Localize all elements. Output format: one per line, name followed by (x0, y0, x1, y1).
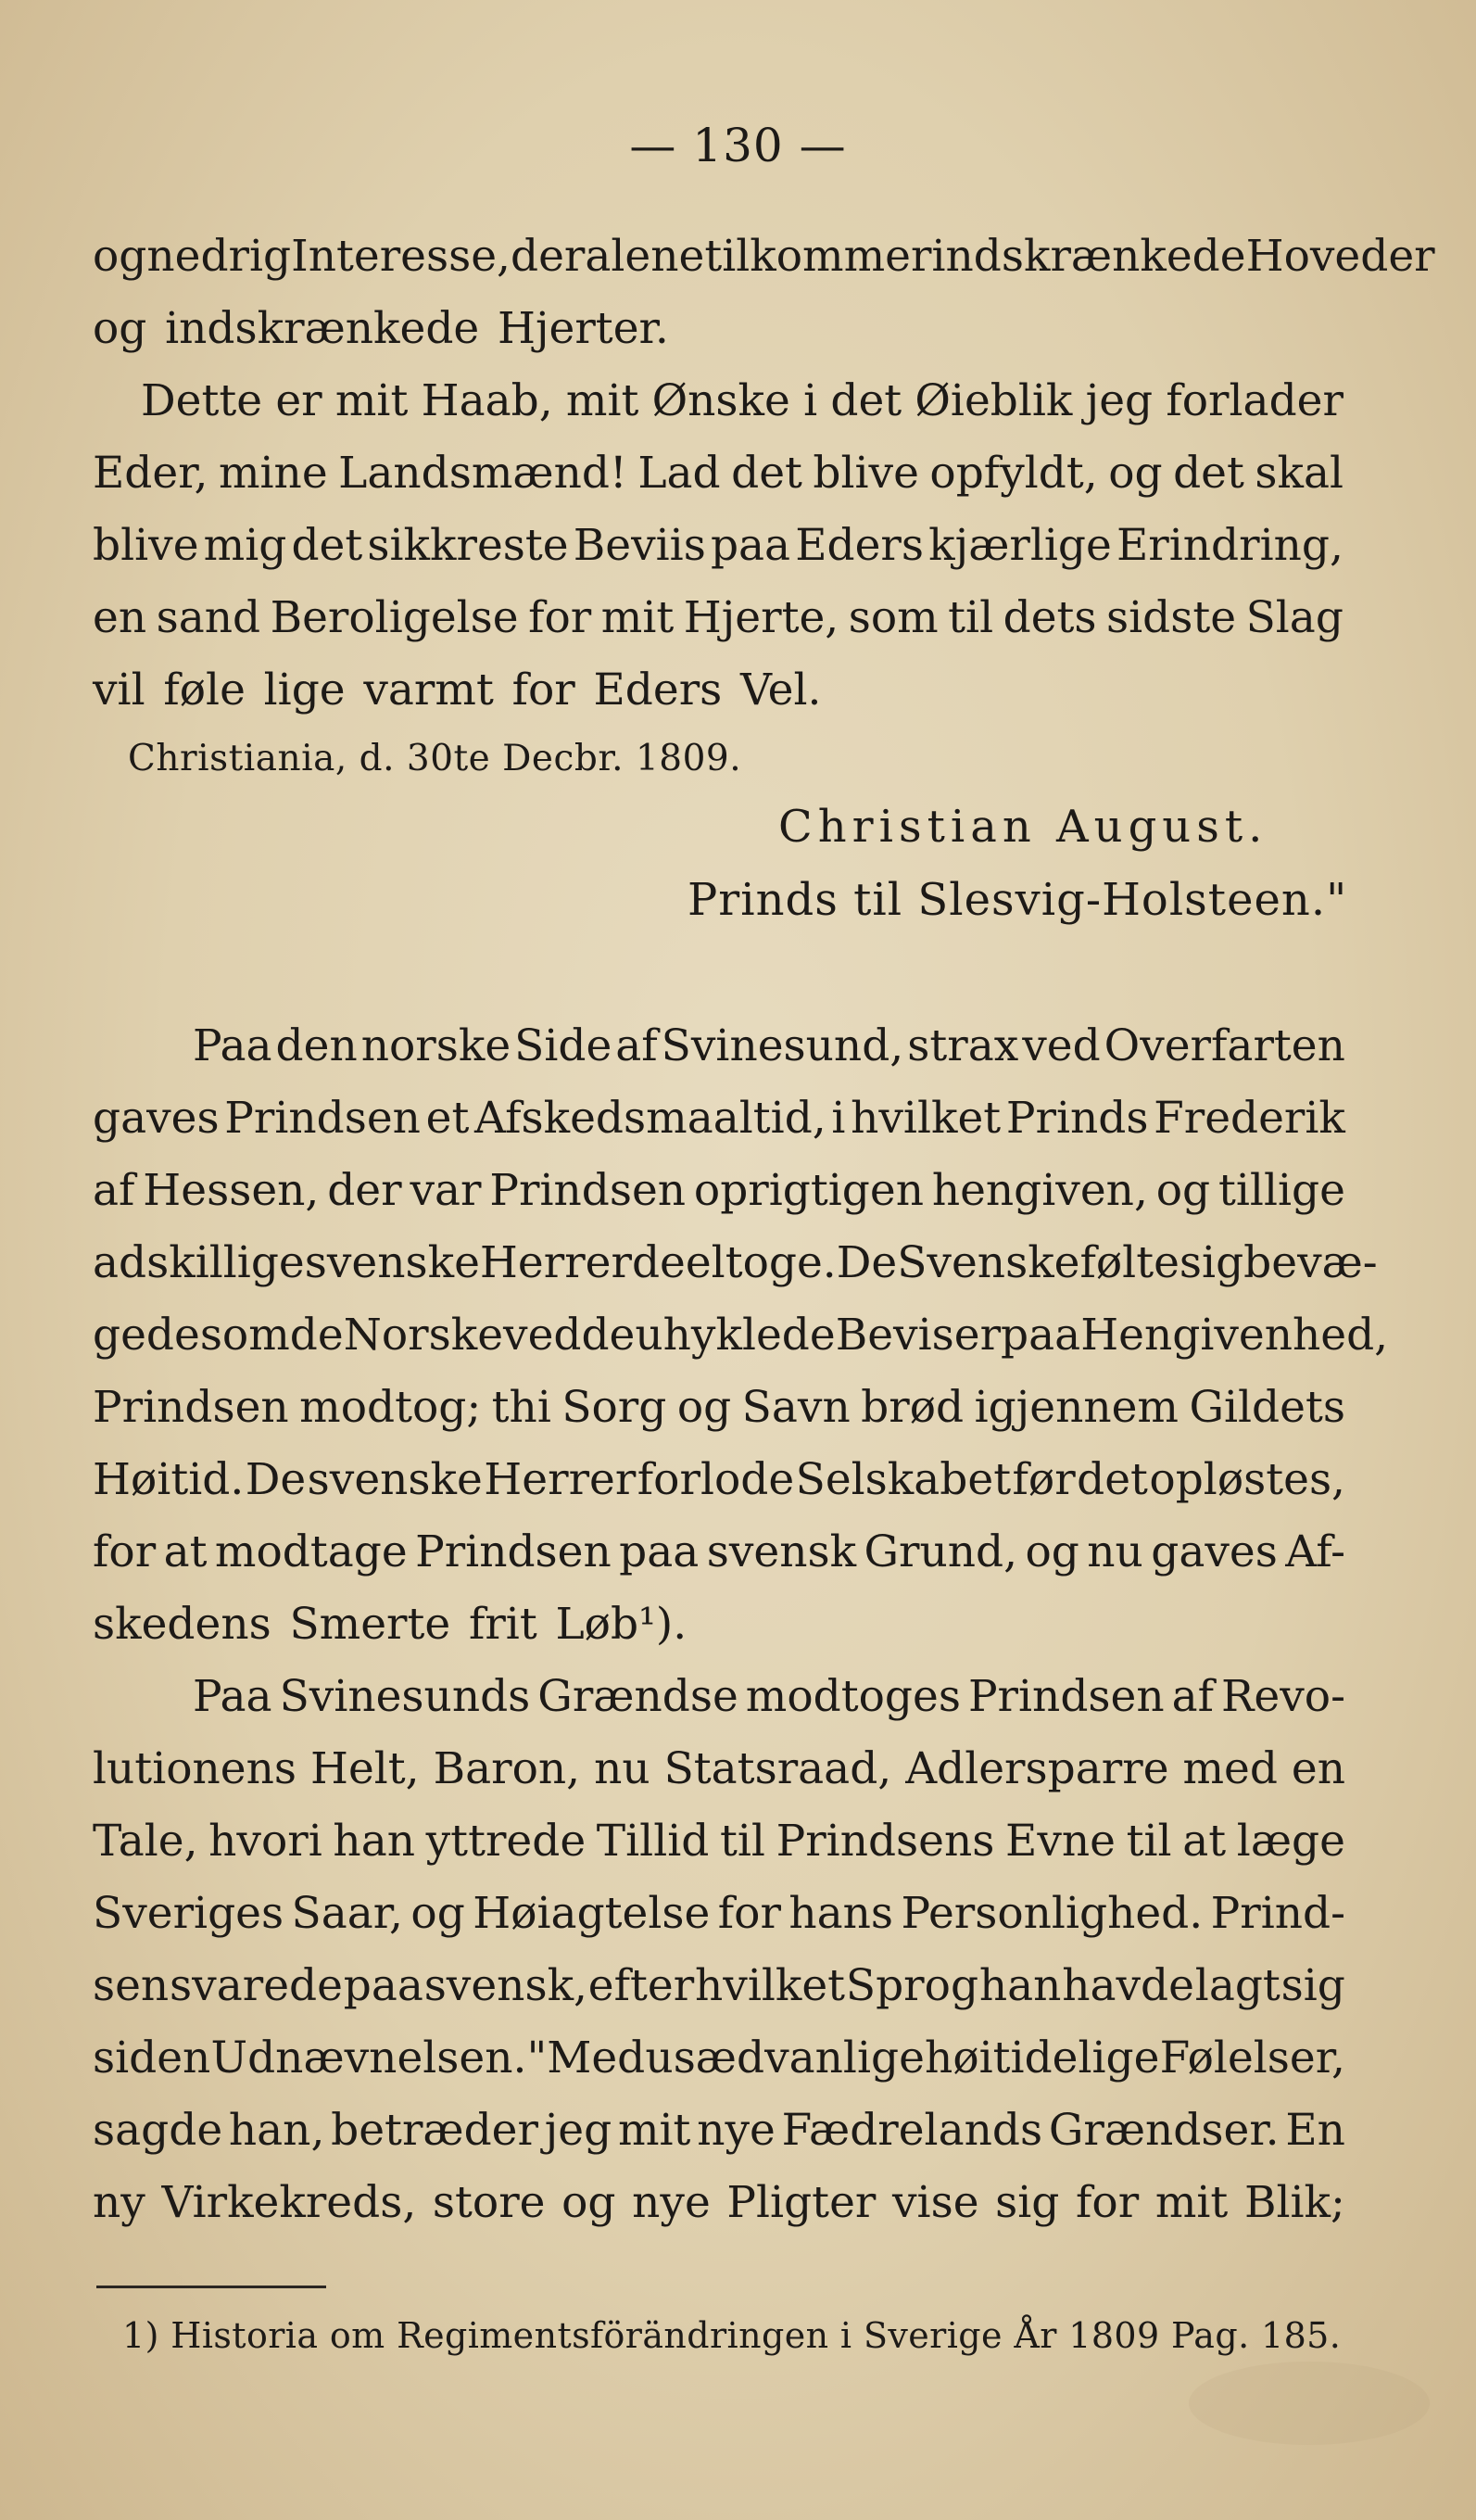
word: Savn (741, 1382, 851, 1433)
word: Hoveder (1245, 231, 1435, 282)
word: deeltoge. (631, 1237, 837, 1288)
word: Landsmænd! (338, 448, 627, 499)
word: indskrænkede (931, 231, 1246, 282)
word: mit (617, 2105, 691, 2156)
word: De (836, 1237, 898, 1288)
word: Høiagtelse (473, 1888, 711, 1939)
word: yttrede (425, 1816, 587, 1867)
word: Prindsens (776, 1816, 995, 1867)
word: hengiven, (931, 1165, 1148, 1216)
signature-title: Prinds til Slesvig-Holsteen." (688, 874, 1348, 926)
word: Prindsen (415, 1526, 612, 1577)
word: Sprog (845, 1960, 979, 2011)
word: lige (263, 665, 346, 715)
paper-stain (1189, 2362, 1430, 2445)
word: forlader (1166, 375, 1344, 426)
word: som (848, 592, 939, 643)
word: gede (93, 1310, 200, 1361)
word: Interesse, (291, 231, 511, 282)
word: Ønske (651, 375, 790, 426)
text-line (93, 221, 1435, 293)
text-line (93, 1589, 1345, 1661)
word: forlode (637, 1454, 795, 1505)
word: nu (1087, 1526, 1143, 1577)
word: Beviser (835, 1310, 1002, 1361)
word: thi (491, 1382, 551, 1433)
word: Hessen, (143, 1165, 320, 1216)
word: Baron, (433, 1743, 581, 1794)
word: i (803, 375, 818, 426)
word: Vel. (740, 665, 822, 715)
text-line (93, 2095, 1345, 2167)
word: svensk (706, 1526, 857, 1577)
word: Paa (193, 1020, 272, 1071)
word: Saar, (291, 1888, 403, 1939)
word: Høitid. (93, 1454, 245, 1505)
word: han (333, 1816, 415, 1867)
word: Selskabet (795, 1454, 1012, 1505)
text-line (93, 1299, 1389, 1372)
word: brød (861, 1382, 965, 1433)
word: Øieblik (915, 375, 1073, 426)
word: det (1077, 1454, 1148, 1505)
word: Hjerte, (683, 592, 839, 643)
word: der (327, 1165, 402, 1216)
word: nye (697, 2105, 776, 2156)
word: bevæ- (1243, 1237, 1378, 1288)
word: tilkommer (704, 231, 932, 282)
text-line (93, 293, 1344, 365)
word: og (676, 1382, 732, 1433)
word: er (275, 375, 322, 426)
text-line (93, 1444, 1345, 1516)
word: norske (360, 1020, 511, 1071)
word: nedrig (146, 231, 292, 282)
word: oprigtigen (693, 1165, 924, 1216)
word: modtage (214, 1526, 408, 1577)
word: med (1182, 1743, 1278, 1794)
word: lutionens (93, 1743, 296, 1794)
text-line (93, 1661, 1345, 1733)
text-line (93, 2167, 1345, 2239)
word: ved (1022, 1020, 1101, 1071)
text-line (93, 654, 1344, 727)
word: Sveriges (93, 1888, 284, 1939)
word: der (510, 231, 586, 282)
text-line (93, 437, 1344, 510)
word: De (245, 1454, 307, 1505)
word: sen (93, 1960, 170, 2011)
word: skedens (93, 1599, 271, 1650)
text-line (93, 1010, 1345, 1083)
word: sikkreste (367, 520, 569, 571)
word: Herrer (479, 1237, 632, 1288)
word: havde (1062, 1960, 1194, 2011)
text-line (93, 1227, 1378, 1299)
word: tillige (1218, 1165, 1345, 1216)
word: Hjerter. (497, 303, 669, 354)
footnote-rule (96, 2286, 326, 2288)
word: læge (1236, 1816, 1345, 1867)
word: Afskedsmaaltid, (474, 1093, 826, 1144)
word: igjennem (974, 1382, 1179, 1433)
word: nu (594, 1743, 650, 1794)
word: til (719, 1816, 765, 1867)
word: Grændser. (1048, 2105, 1280, 2156)
word: Prinds (1005, 1093, 1149, 1144)
word: hvori (208, 1816, 322, 1867)
word: Haab, (421, 375, 553, 426)
word: Statsraad, (663, 1743, 892, 1794)
word: gaves (1151, 1526, 1278, 1577)
word: indskrænkede (165, 303, 480, 354)
word: og (1108, 448, 1163, 499)
word: mit (600, 592, 675, 643)
text-line (93, 1372, 1345, 1444)
text-block-2 (93, 1010, 1389, 2239)
word: og (1155, 1165, 1211, 1216)
word: Herrer (484, 1454, 637, 1505)
word: frit (468, 1599, 537, 1650)
word: følte (1079, 1237, 1180, 1288)
word: Overfarten (1104, 1020, 1345, 1071)
text-line (93, 1083, 1345, 1155)
word: var (410, 1165, 482, 1216)
word: det (731, 448, 802, 499)
word: lagt (1194, 1960, 1280, 2011)
word: Beviis (573, 520, 706, 571)
word: dets (1003, 592, 1097, 643)
word: Dette (141, 375, 263, 426)
word: vil (93, 665, 145, 715)
word: Revo- (1221, 1671, 1345, 1722)
word: for (511, 665, 575, 715)
word: blive (93, 520, 199, 571)
word: Af- (1285, 1526, 1345, 1577)
word: til (948, 592, 994, 643)
word: kjærlige (928, 520, 1112, 571)
word: det (291, 520, 363, 571)
word: for (93, 1526, 157, 1577)
word: at (1182, 1816, 1227, 1867)
word: for (528, 592, 592, 643)
word: han (978, 1960, 1062, 2011)
word: Sorg (561, 1382, 667, 1433)
word: og (561, 2177, 616, 2228)
word: mit (565, 375, 639, 426)
word: modtoges (745, 1671, 961, 1722)
text-block-1 (93, 221, 1435, 727)
word: af (615, 1020, 658, 1071)
word: ved (503, 1310, 582, 1361)
word: Gildets (1189, 1382, 1345, 1433)
word: Side (514, 1020, 612, 1071)
word: paa (343, 1960, 423, 2011)
word: Frederik (1154, 1093, 1345, 1144)
word: Svinesund, (661, 1020, 904, 1071)
word: sand (156, 592, 261, 643)
word: mit (1154, 2177, 1229, 2228)
word: sig (1280, 1960, 1345, 2011)
word: sig (995, 2177, 1060, 2228)
word: hvilket (695, 1960, 846, 2011)
word: modtog; (299, 1382, 482, 1433)
word: sidste (1106, 592, 1237, 643)
word: af (93, 1165, 135, 1216)
word: skal (1255, 448, 1344, 499)
word: Personlighed. (901, 1888, 1204, 1939)
word: adskillige (93, 1237, 305, 1288)
word: Udnævnelsen. (210, 2032, 527, 2083)
word: Løb¹). (555, 1599, 688, 1650)
word: Eders (795, 520, 925, 571)
word: de (581, 1310, 636, 1361)
text-line (93, 510, 1344, 582)
word: paa (619, 1526, 700, 1577)
word: at (163, 1526, 208, 1577)
word: Svenske (897, 1237, 1080, 1288)
word: som (199, 1310, 290, 1361)
word: sig (1179, 1237, 1244, 1288)
word: Lad (637, 448, 721, 499)
word: betræder (331, 2105, 538, 2156)
word: jeg (1085, 375, 1154, 426)
word: Prindsen (93, 1382, 289, 1433)
text-line (93, 2022, 1345, 2095)
word: paa (710, 520, 791, 571)
word: Smerte (289, 1599, 451, 1650)
word: varmt (363, 665, 494, 715)
word: En (1285, 2105, 1345, 2156)
word: Tillid (596, 1816, 710, 1867)
word: usædvanlige (645, 2032, 925, 2083)
word: Prindsen (224, 1093, 421, 1144)
word: Eder, (93, 448, 208, 499)
word: føle (163, 665, 246, 715)
text-line (93, 1733, 1345, 1805)
word: vise (891, 2177, 979, 2228)
word: Prindsen (967, 1671, 1165, 1722)
word: og (93, 303, 147, 354)
word: Hengivenhed, (1080, 1310, 1389, 1361)
word: Norske (343, 1310, 504, 1361)
word: han, (228, 2105, 325, 2156)
word: hvilket (851, 1093, 1002, 1144)
word: Helt, (309, 1743, 420, 1794)
text-line (93, 1805, 1345, 1878)
text-line (93, 365, 1344, 437)
word: høitidelige (925, 2032, 1160, 2083)
word: mit (334, 375, 409, 426)
word: det (1173, 448, 1244, 499)
page-number: — 130 — (629, 119, 847, 172)
word: gaves (93, 1093, 220, 1144)
text-line (93, 1516, 1345, 1589)
word: de (289, 1310, 344, 1361)
word: paa (1001, 1310, 1081, 1361)
word: efter (587, 1960, 695, 2011)
word: hans (788, 1888, 894, 1939)
word: Erindring, (1116, 520, 1344, 571)
word: opløstes, (1149, 1454, 1345, 1505)
dateline: Christiania, d. 30te Decbr. 1809. (128, 738, 742, 779)
word: Tale, (93, 1816, 198, 1867)
word: svenske (304, 1237, 480, 1288)
word: en (1291, 1743, 1345, 1794)
word: før (1012, 1454, 1076, 1505)
word: nye (632, 2177, 711, 2228)
word: for (1076, 2177, 1140, 2228)
footnote: 1) Historia om Regimentsförändringen i Sverige År 1809 Pag. 185. (122, 2315, 1342, 2356)
word: Paa (193, 1671, 272, 1722)
word: Evne (1005, 1816, 1116, 1867)
word: sagde (93, 2105, 223, 2156)
word: svensk, (423, 1960, 587, 2011)
word: blive (813, 448, 919, 499)
word: "Med (526, 2032, 646, 2083)
word: Beroligelse (270, 592, 519, 643)
word: af (1171, 1671, 1215, 1722)
word: Fædrelands (781, 2105, 1043, 2156)
signature-name: Christian August. (778, 801, 1268, 853)
word: Virkekreds, (161, 2177, 417, 2228)
text-line (93, 582, 1344, 654)
word: en (93, 592, 147, 643)
word: i (831, 1093, 846, 1144)
word: et (425, 1093, 470, 1144)
word: svarede (170, 1960, 343, 2011)
word: Slag (1245, 592, 1344, 643)
text-line (93, 1155, 1345, 1227)
word: til (1126, 1816, 1172, 1867)
word: store (432, 2177, 546, 2228)
word: Eders (593, 665, 723, 715)
word: Pligter (726, 2177, 877, 2228)
word: det (830, 375, 902, 426)
word: siden (93, 2032, 211, 2083)
word: mig (203, 520, 287, 571)
word: og (93, 231, 147, 282)
word: Blik; (1243, 2177, 1345, 2228)
word: jeg (544, 2105, 612, 2156)
word: Prind- (1210, 1888, 1345, 1939)
word: den (275, 1020, 358, 1071)
word: uhyklede (635, 1310, 836, 1361)
word: Grændse (537, 1671, 738, 1722)
text-line (93, 1878, 1345, 1950)
word: Grund, (864, 1526, 1018, 1577)
word: Adlersparre (905, 1743, 1169, 1794)
word: strax (907, 1020, 1019, 1071)
word: Svinesunds (279, 1671, 531, 1722)
word: og (1025, 1526, 1079, 1577)
word: og (410, 1888, 465, 1939)
word: ny (93, 2177, 145, 2228)
text-line (93, 1950, 1345, 2022)
word: mine (218, 448, 328, 499)
word: Følelser, (1159, 2032, 1345, 2083)
word: opfyldt, (929, 448, 1098, 499)
word: for (717, 1888, 781, 1939)
word: alene (585, 231, 705, 282)
word: svenske (307, 1454, 483, 1505)
word: Prindsen (489, 1165, 687, 1216)
